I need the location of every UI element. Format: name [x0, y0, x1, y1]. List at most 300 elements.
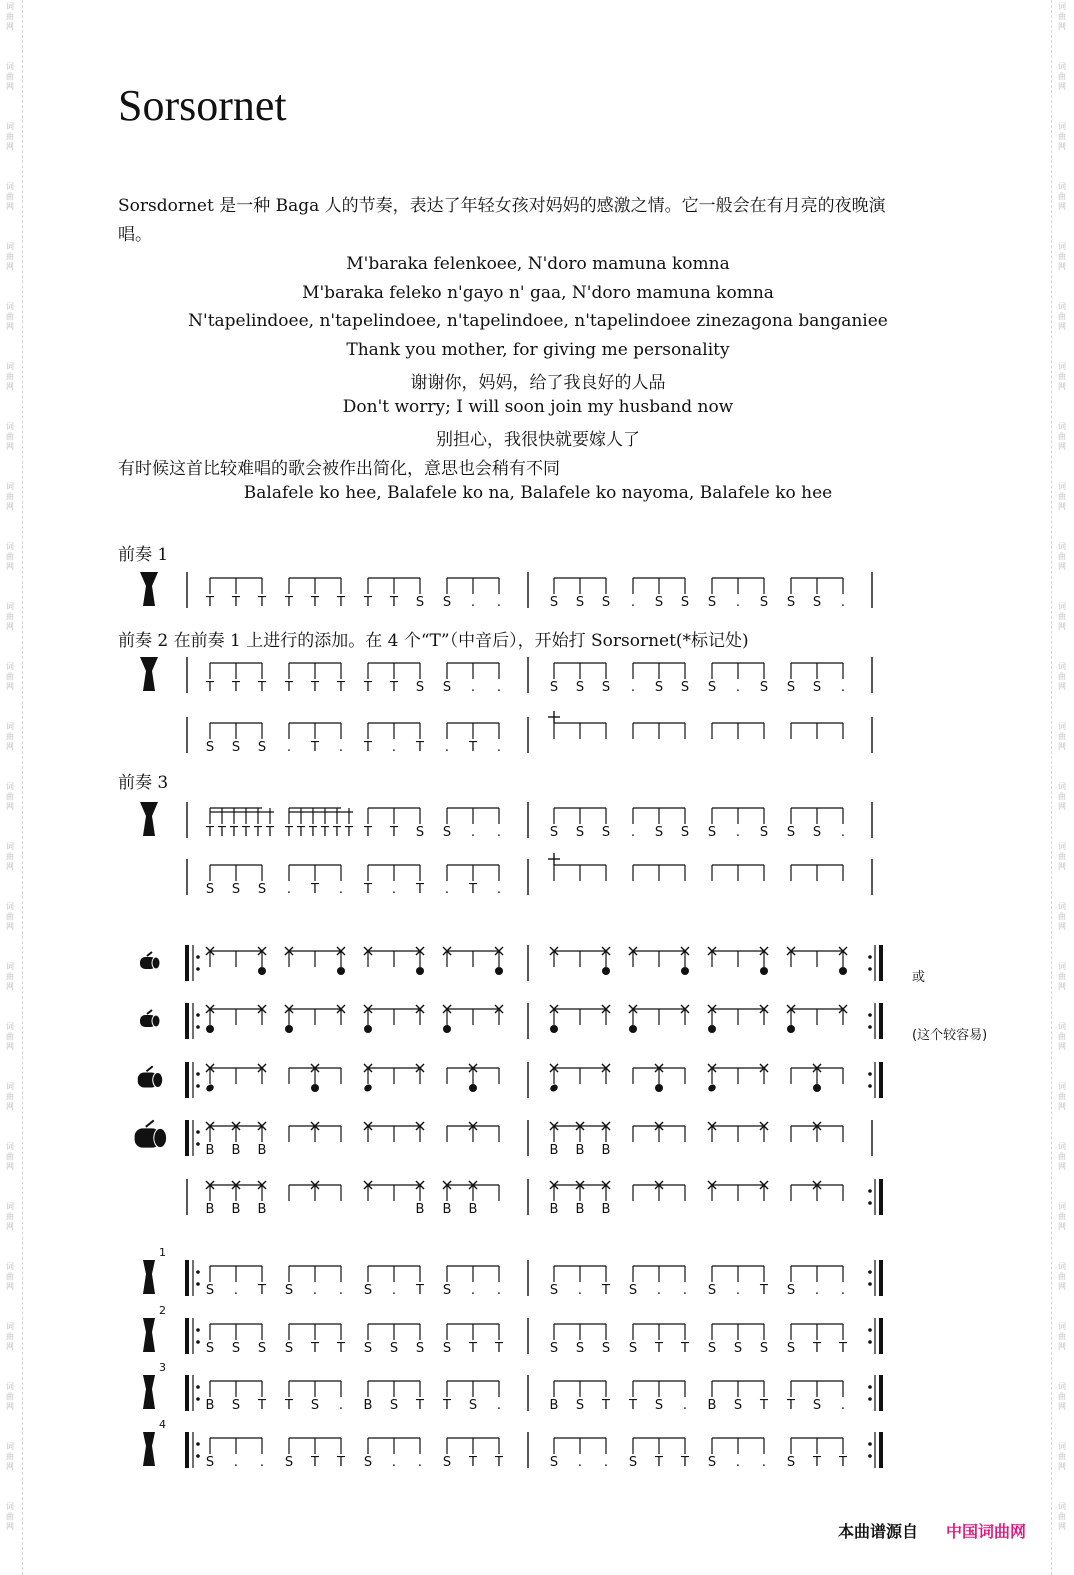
stroke-label: S — [759, 825, 769, 840]
watermark-text: 词 曲 网 — [1058, 1502, 1066, 1531]
stroke-label: . — [312, 1283, 318, 1298]
repeat-dot — [196, 1072, 200, 1076]
stroke-label: . — [496, 1398, 502, 1413]
djembe-icon — [143, 1318, 155, 1352]
watermark-text: 词 曲 网 — [1058, 62, 1066, 91]
djembe-icon — [143, 1432, 155, 1466]
stroke-label: S — [442, 595, 452, 610]
lyric-line: Don't worry; I will soon join my husband now — [342, 397, 734, 417]
stroke-label: B — [601, 1202, 611, 1217]
stroke-label: . — [338, 740, 344, 755]
stroke-label: S — [575, 595, 585, 610]
stroke-label: T — [311, 595, 319, 610]
stroke-label: S — [415, 1341, 425, 1356]
stroke-label: T — [443, 1398, 451, 1413]
repeat-dot — [196, 1025, 200, 1029]
djembe-icon — [143, 1375, 155, 1409]
stroke-label: S — [601, 595, 611, 610]
repeat-dot — [868, 1385, 872, 1389]
stroke-label: B — [257, 1143, 267, 1158]
easier-note: (这个较容易) — [912, 1028, 988, 1043]
stroke-label: T — [364, 595, 372, 610]
drum-stick-icon — [147, 1066, 153, 1071]
variation-number: 1 — [159, 1246, 166, 1259]
watermark-text: 词 曲 网 — [1058, 1022, 1066, 1051]
stroke-label: S — [549, 680, 559, 695]
watermark-text: 词 曲 网 — [6, 422, 14, 451]
stroke-label: T — [839, 1455, 847, 1470]
stroke-label: S — [707, 1341, 717, 1356]
repeat-dot — [196, 1397, 200, 1401]
stroke-label: T — [333, 825, 341, 840]
stroke-label: . — [840, 680, 846, 695]
lyric-line: M'baraka felenkoee, N'doro mamuna komna — [346, 254, 730, 274]
stroke-label: S — [284, 1283, 294, 1298]
watermark-text: 词 曲 网 — [1058, 242, 1066, 271]
drum-open-note — [337, 967, 345, 975]
stroke-label: T — [602, 1283, 610, 1298]
stroke-label: B — [468, 1202, 478, 1217]
stroke-label: S — [363, 1455, 373, 1470]
stroke-label: S — [812, 680, 822, 695]
section-intro-3: 前奏 3 — [118, 773, 169, 793]
stroke-label: S — [680, 825, 690, 840]
drum-open-note — [416, 967, 424, 975]
stroke-label: T — [206, 595, 214, 610]
stroke-label: S — [707, 825, 717, 840]
dundun-drum-head-icon — [152, 957, 160, 969]
stroke-label: T — [469, 882, 477, 897]
stroke-label: . — [840, 595, 846, 610]
stroke-label: T — [258, 1283, 266, 1298]
stroke-label: T — [297, 825, 305, 840]
repeat-dot — [196, 1270, 200, 1274]
stroke-label: B — [549, 1143, 559, 1158]
stroke-label: . — [496, 680, 502, 695]
watermark-text: 词 曲 网 — [1058, 722, 1066, 751]
watermark-text: 词 曲 网 — [6, 962, 14, 991]
djembe-icon — [140, 657, 158, 691]
stroke-label: S — [468, 1398, 478, 1413]
stroke-label: S — [759, 595, 769, 610]
repeat-dot — [868, 1189, 872, 1193]
watermark-text: 词 曲 网 — [1058, 1142, 1066, 1171]
stroke-label: T — [258, 680, 266, 695]
stroke-label: T — [242, 825, 250, 840]
stroke-label: T — [390, 595, 398, 610]
watermark-text: 词 曲 网 — [6, 1382, 14, 1411]
stroke-label: S — [549, 825, 559, 840]
stroke-label: S — [654, 1398, 664, 1413]
drum-muted-note — [707, 1083, 717, 1093]
drum-open-note — [655, 1084, 663, 1092]
stroke-label: T — [337, 1341, 345, 1356]
stroke-label: . — [840, 825, 846, 840]
djembe-icon — [140, 802, 158, 836]
drum-open-note — [629, 1025, 637, 1033]
stroke-label: S — [205, 1283, 215, 1298]
stroke-label: S — [205, 882, 215, 897]
stroke-label: T — [813, 1341, 821, 1356]
stroke-label: T — [655, 1455, 663, 1470]
stroke-label: . — [840, 1283, 846, 1298]
stroke-label: T — [602, 1398, 610, 1413]
stroke-label: . — [470, 680, 476, 695]
stroke-label: T — [285, 595, 293, 610]
section-intro-2: 前奏 2 在前奏 1 上进行的添加。在 4 个“T”（中音后），开始打 Sorsornet(*标记处) — [118, 631, 749, 651]
stroke-label: S — [575, 680, 585, 695]
repeat-dot — [196, 1084, 200, 1088]
stroke-label: T — [254, 825, 262, 840]
stroke-label: . — [682, 1398, 688, 1413]
drum-open-note — [311, 1084, 319, 1092]
repeat-dot — [196, 1328, 200, 1332]
stroke-label: S — [786, 1283, 796, 1298]
stroke-label: S — [680, 595, 690, 610]
stroke-label: . — [603, 1455, 609, 1470]
watermark-text: 词 曲 网 — [6, 1022, 14, 1051]
stroke-label: B — [575, 1143, 585, 1158]
watermark-text: 词 曲 网 — [6, 2, 14, 31]
drum-open-note — [602, 967, 610, 975]
stroke-label: T — [495, 1341, 503, 1356]
repeat-dot — [868, 1340, 872, 1344]
repeat-dot — [196, 1013, 200, 1017]
stroke-label: . — [391, 1455, 397, 1470]
watermark-text: 词 曲 网 — [1058, 482, 1066, 511]
stroke-label: T — [258, 595, 266, 610]
stroke-label: . — [656, 1283, 662, 1298]
repeat-dot — [868, 955, 872, 959]
repeat-dot — [196, 1442, 200, 1446]
stroke-label: . — [286, 882, 292, 897]
stroke-label: B — [601, 1143, 611, 1158]
stroke-label: T — [839, 1341, 847, 1356]
watermark-text: 词 曲 网 — [1058, 362, 1066, 391]
watermark-text: 词 曲 网 — [6, 542, 14, 571]
stroke-label: S — [205, 1455, 215, 1470]
stroke-label: T — [311, 1341, 319, 1356]
stroke-label: S — [628, 1455, 638, 1470]
drum-stick-icon — [147, 952, 152, 956]
repeat-dot — [868, 1397, 872, 1401]
watermark-text: 词 曲 网 — [1058, 662, 1066, 691]
page-title: Sorsornet — [118, 81, 287, 130]
stroke-label: S — [654, 595, 664, 610]
stroke-label: S — [442, 1455, 452, 1470]
stroke-label: S — [284, 1455, 294, 1470]
stroke-label: S — [310, 1398, 320, 1413]
drum-muted-note — [549, 1083, 559, 1093]
stroke-label: . — [338, 882, 344, 897]
stroke-label: S — [786, 595, 796, 610]
stroke-label: . — [496, 595, 502, 610]
dundun-drum-head-icon — [153, 1073, 163, 1088]
lyric-line: M'baraka feleko n'gayo n' gaa, N'doro mamuna komna — [302, 283, 774, 303]
repeat-dot — [868, 1013, 872, 1017]
repeat-dot — [868, 1270, 872, 1274]
drum-muted-note — [363, 1083, 373, 1093]
stroke-label: S — [575, 825, 585, 840]
stroke-label: T — [206, 680, 214, 695]
stroke-label: S — [389, 1398, 399, 1413]
drum-stick-icon — [146, 1120, 154, 1126]
watermark-text: 词 曲 网 — [1058, 842, 1066, 871]
stroke-label: S — [786, 680, 796, 695]
stroke-label: T — [655, 1341, 663, 1356]
stroke-label: T — [364, 825, 372, 840]
stroke-label: S — [786, 1341, 796, 1356]
drum-open-note — [787, 1025, 795, 1033]
stroke-label: . — [496, 825, 502, 840]
stroke-label: B — [205, 1143, 215, 1158]
stroke-label: S — [680, 680, 690, 695]
stroke-label: S — [549, 1283, 559, 1298]
watermark-text: 词 曲 网 — [6, 302, 14, 331]
watermark-text: 词 曲 网 — [1058, 182, 1066, 211]
stroke-label: T — [337, 680, 345, 695]
stroke-label: B — [205, 1398, 215, 1413]
watermark-text: 词 曲 网 — [6, 602, 14, 631]
stroke-label: S — [759, 1341, 769, 1356]
watermark-text: 词 曲 网 — [1058, 1262, 1066, 1291]
stroke-label: S — [415, 680, 425, 695]
repeat-dot — [196, 1130, 200, 1134]
watermark-text: 词 曲 网 — [1058, 1202, 1066, 1231]
stroke-label: T — [787, 1398, 795, 1413]
watermark-text: 词 曲 网 — [1058, 962, 1066, 991]
stroke-label: T — [206, 825, 214, 840]
balafele-line: Balafele ko hee, Balafele ko na, Balafele ko nayoma, Balafele ko hee — [243, 483, 833, 503]
stroke-label: T — [760, 1398, 768, 1413]
footer-site-name: 中国词曲网 — [946, 1522, 1027, 1541]
watermark-text: 词 曲 网 — [1058, 1382, 1066, 1411]
stroke-label: B — [549, 1202, 559, 1217]
stroke-label: . — [444, 882, 450, 897]
repeat-dot — [868, 1328, 872, 1332]
stroke-label: S — [415, 825, 425, 840]
stroke-label: S — [786, 1455, 796, 1470]
stroke-label: . — [391, 1283, 397, 1298]
stroke-label: S — [707, 680, 717, 695]
variation-number: 3 — [159, 1361, 166, 1374]
watermark-text: 词 曲 网 — [6, 1082, 14, 1111]
stroke-label: . — [470, 825, 476, 840]
watermark-text: 词 曲 网 — [1058, 782, 1066, 811]
watermark-text: 词 曲 网 — [6, 362, 14, 391]
stroke-label: T — [495, 1455, 503, 1470]
variation-number: 4 — [159, 1418, 166, 1431]
stroke-label: S — [707, 1455, 717, 1470]
drum-open-note — [206, 1025, 214, 1033]
drum-open-note — [681, 967, 689, 975]
stroke-label: S — [812, 1398, 822, 1413]
dundun-drum-head-icon — [154, 1128, 167, 1147]
watermark-text: 词 曲 网 — [6, 1202, 14, 1231]
stroke-label: T — [232, 595, 240, 610]
stroke-label: . — [814, 1283, 820, 1298]
section-intro-1: 前奏 1 — [118, 545, 169, 565]
stroke-label: T — [416, 882, 424, 897]
watermark-text: 词 曲 网 — [6, 1262, 14, 1291]
watermark-text: 词 曲 网 — [1058, 302, 1066, 331]
stroke-label: S — [257, 1341, 267, 1356]
stroke-label: . — [735, 1455, 741, 1470]
stroke-label: S — [601, 680, 611, 695]
stroke-label: S — [231, 1341, 241, 1356]
stroke-label: S — [707, 595, 717, 610]
lyric-line: N'tapelindoee, n'tapelindoee, n'tapelindoee, n'tapelindoee zinezagona banganiee — [188, 311, 888, 331]
stroke-label: T — [230, 825, 238, 840]
stroke-label: T — [285, 1398, 293, 1413]
djembe-icon — [140, 572, 158, 606]
stroke-label: . — [496, 1283, 502, 1298]
stroke-label: S — [628, 1341, 638, 1356]
intro-paragraph: Sorsdornet 是一种 Baga 人的节奏，表达了年轻女孩对妈妈的感激之情。它一般会在有月亮的夜晚演唱。 — [118, 196, 886, 245]
stroke-label: . — [630, 825, 636, 840]
stroke-label: S — [601, 825, 611, 840]
stroke-label: S — [654, 680, 664, 695]
stroke-label: S — [575, 1341, 585, 1356]
stroke-label: S — [628, 1283, 638, 1298]
stroke-label: T — [311, 740, 319, 755]
stroke-label: T — [266, 825, 274, 840]
stroke-label: S — [654, 825, 664, 840]
stroke-label: . — [496, 740, 502, 755]
stroke-label: T — [285, 825, 293, 840]
stroke-label: T — [337, 595, 345, 610]
stroke-label: S — [442, 680, 452, 695]
stroke-label: T — [469, 740, 477, 755]
repeat-dot — [868, 1454, 872, 1458]
lyric-line: 别担心，我很快就要嫁人了 — [436, 430, 640, 450]
stroke-label: . — [233, 1455, 239, 1470]
stroke-label: T — [364, 680, 372, 695]
stroke-label: . — [630, 680, 636, 695]
repeat-dot — [868, 1282, 872, 1286]
stroke-label: . — [338, 1398, 344, 1413]
stroke-label: S — [442, 825, 452, 840]
repeat-dot — [868, 967, 872, 971]
drum-stick-icon — [147, 1010, 152, 1014]
variation-number: 2 — [159, 1304, 166, 1317]
stroke-label: S — [257, 740, 267, 755]
repeat-dot — [196, 955, 200, 959]
stroke-label: . — [233, 1283, 239, 1298]
drum-open-note — [839, 967, 847, 975]
watermark-text: 词 曲 网 — [6, 122, 14, 151]
stroke-label: S — [231, 740, 241, 755]
stroke-label: B — [442, 1202, 452, 1217]
stroke-label: B — [415, 1202, 425, 1217]
stroke-label: T — [416, 740, 424, 755]
stroke-label: . — [391, 882, 397, 897]
stroke-label: B — [231, 1143, 241, 1158]
stroke-label: . — [470, 595, 476, 610]
stroke-label: T — [364, 882, 372, 897]
stroke-label: B — [257, 1202, 267, 1217]
watermark-text: 词 曲 网 — [6, 482, 14, 511]
stroke-label: T — [469, 1341, 477, 1356]
watermark-text: 词 曲 网 — [6, 902, 14, 931]
stroke-label: . — [682, 1283, 688, 1298]
drum-open-note — [550, 1025, 558, 1033]
stroke-label: T — [218, 825, 226, 840]
stroke-label: B — [549, 1398, 559, 1413]
stroke-label: S — [205, 1341, 215, 1356]
simplify-note: 有时候这首比较难唱的歌会被作出简化，意思也会稍有不同 — [118, 459, 560, 479]
stroke-label: . — [286, 740, 292, 755]
watermark-text: 词 曲 网 — [1058, 542, 1066, 571]
dundun-drum-head-icon — [152, 1015, 160, 1027]
stroke-label: S — [231, 1398, 241, 1413]
watermark-text: 词 曲 网 — [1058, 1082, 1066, 1111]
stroke-label: S — [549, 595, 559, 610]
stroke-label: T — [681, 1341, 689, 1356]
drum-open-note — [760, 967, 768, 975]
stroke-label: . — [259, 1455, 265, 1470]
watermark-text: 词 曲 网 — [6, 242, 14, 271]
watermark-text: 词 曲 网 — [6, 722, 14, 751]
stroke-label: . — [735, 595, 741, 610]
stroke-label: S — [786, 825, 796, 840]
stroke-label: S — [231, 882, 241, 897]
watermark-text: 词 曲 网 — [6, 1322, 14, 1351]
stroke-label: S — [707, 1283, 717, 1298]
stroke-label: T — [337, 1455, 345, 1470]
stroke-label: S — [733, 1398, 743, 1413]
stroke-label: . — [391, 740, 397, 755]
stroke-label: S — [549, 1341, 559, 1356]
watermark-text: 词 曲 网 — [1058, 1322, 1066, 1351]
drum-open-note — [443, 1025, 451, 1033]
stroke-label: T — [311, 882, 319, 897]
stroke-label: T — [285, 680, 293, 695]
stroke-label: T — [311, 1455, 319, 1470]
watermark-text: 词 曲 网 — [6, 182, 14, 211]
stroke-label: T — [309, 825, 317, 840]
watermark-text: 词 曲 网 — [6, 842, 14, 871]
stroke-label: B — [205, 1202, 215, 1217]
watermark-text: 词 曲 网 — [6, 1142, 14, 1171]
drum-muted-note — [205, 1083, 215, 1093]
watermark-text: 词 曲 网 — [1058, 902, 1066, 931]
stroke-label: . — [577, 1455, 583, 1470]
stroke-label: S — [549, 1455, 559, 1470]
stroke-label: S — [442, 1283, 452, 1298]
stroke-label: . — [577, 1283, 583, 1298]
watermark-text: 词 曲 网 — [6, 662, 14, 691]
stroke-label: T — [345, 825, 353, 840]
stroke-label: . — [470, 1283, 476, 1298]
repeat-dot — [196, 1142, 200, 1146]
lyric-line: 谢谢你，妈妈，给了我良好的人品 — [410, 373, 666, 393]
stroke-label: S — [812, 595, 822, 610]
stroke-label: T — [629, 1398, 637, 1413]
stroke-label: T — [416, 1398, 424, 1413]
watermark-text: 词 曲 网 — [6, 1502, 14, 1531]
drum-open-note — [708, 1025, 716, 1033]
drum-open-note — [285, 1025, 293, 1033]
footer-source-label: 本曲谱源自 — [838, 1522, 919, 1541]
stroke-label: T — [390, 825, 398, 840]
stroke-label: . — [735, 1283, 741, 1298]
stroke-label: T — [760, 1283, 768, 1298]
stroke-label: T — [364, 740, 372, 755]
stroke-label: T — [681, 1455, 689, 1470]
stroke-label: T — [232, 680, 240, 695]
stroke-label: T — [416, 1283, 424, 1298]
